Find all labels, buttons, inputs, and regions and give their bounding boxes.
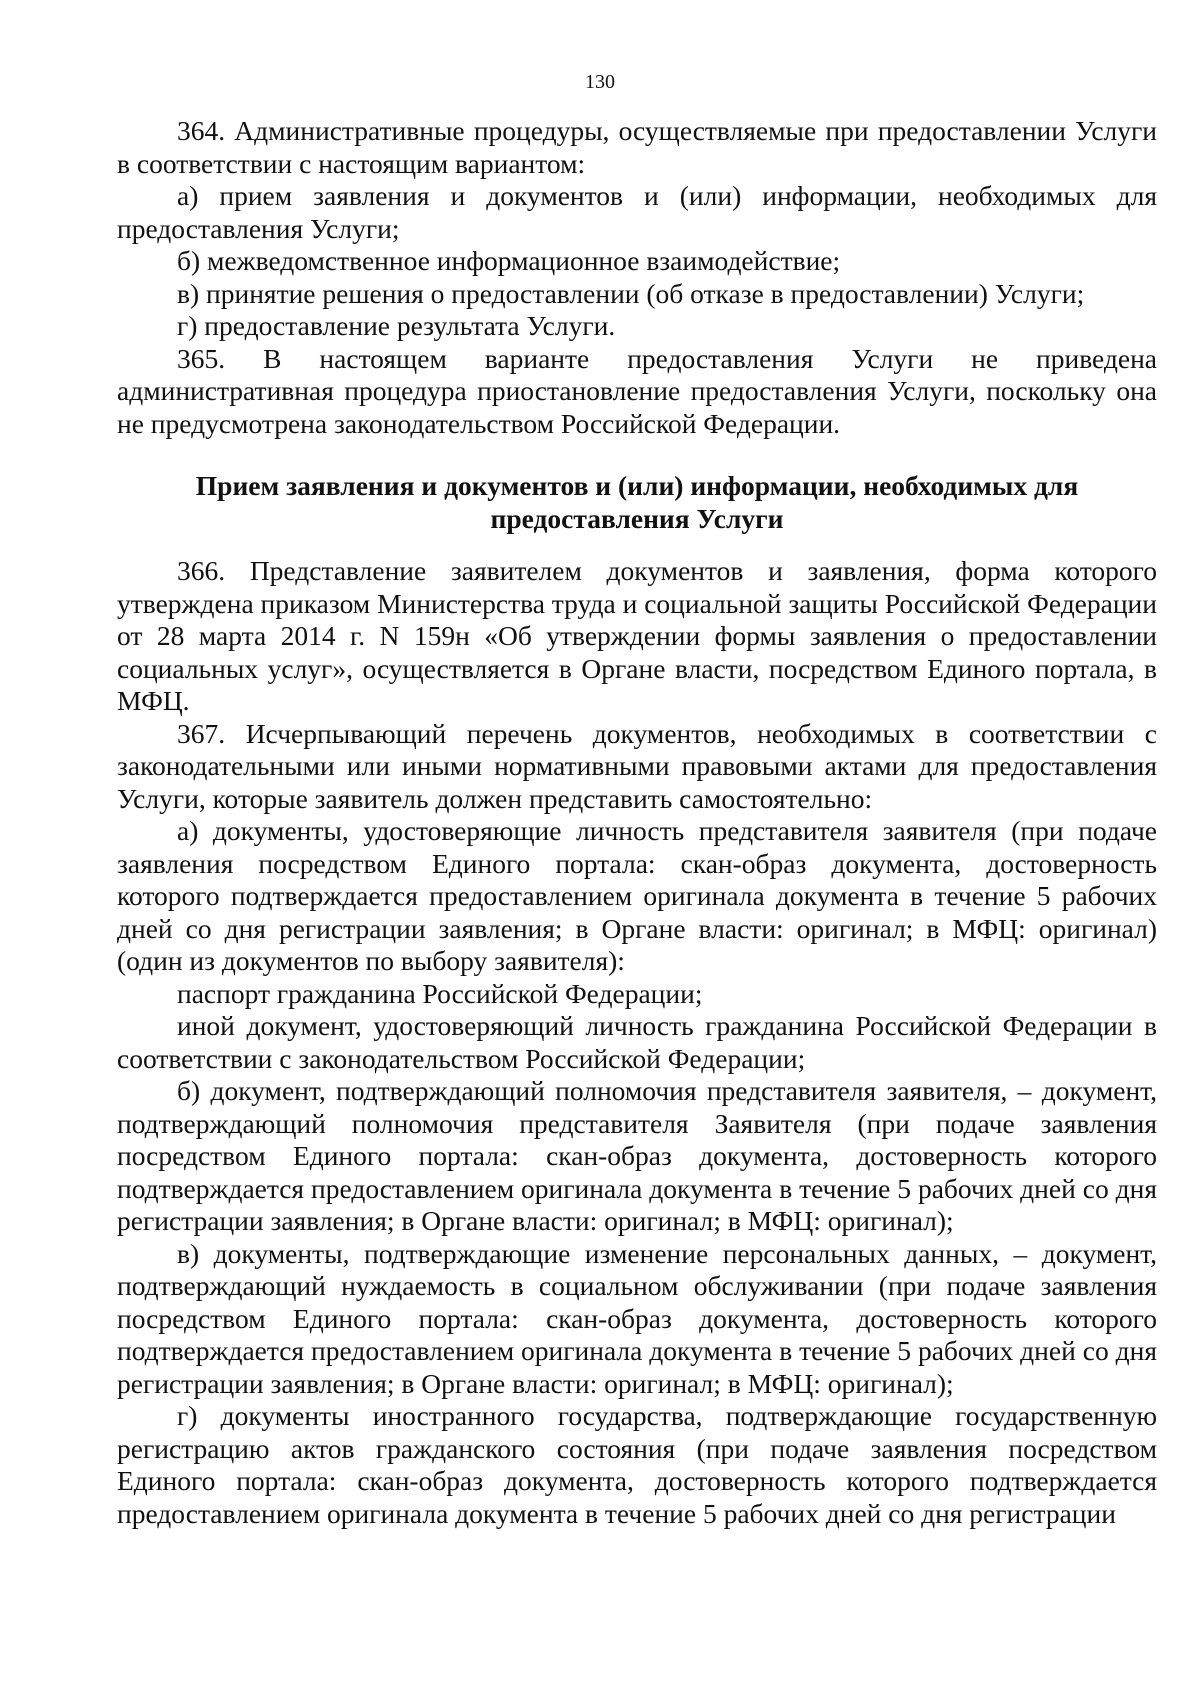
document-body: [117, 115, 1157, 1530]
doc-subitem-passport: паспорт гражданина Российской Федерации;: [177, 977, 703, 1009]
paragraph-366: 366. Представление заявителем документов и заявления, форма которого утверждена приказом Министерства труда и социальной защиты Российской Федерации от 28 марта 2014 г. N 159н «Об утверждении формы заявления о предоставлении социальных услуг», осуществляется в Органе власти, посредством Единого портала, в МФЦ.: [117, 555, 1157, 716]
doc-subitem-other-id: иной документ, удостоверяющий личность гражданина Российской Федерации в соответствии с законодательством Российской Федерации;: [117, 1010, 1157, 1074]
paragraph-367: 367. Исчерпывающий перечень документов, необходимых в соответствии с законодательными или иными нормативными правовыми актами для предоставления Услуги, которые заявитель должен представить самостоятельно:: [117, 717, 1157, 814]
section-heading: Прием заявления и документов и (или) информации, необходимых для предоставления Услуги: [195, 470, 1079, 534]
list-item-a: а) прием заявления и документов и (или) информации, необходимых для предоставления Услуги;: [117, 180, 1157, 244]
doc-item-v: в) документы, подтверждающие изменение персональных данных, – документ, подтверждающий нуждаемость в социальном обслуживании (при подаче заявления посредством Единого портала: скан-образ документа, достоверность которого подтверждается предоставлением оригинала документа в течение 5 рабочих дней со дня регистрации заявления; в Органе власти: оригинал; в МФЦ: оригинал);: [117, 1237, 1157, 1399]
paragraph-364: 364. Административные процедуры, осуществляемые при предоставлении Услуги в соответствии с настоящим вариантом:: [117, 115, 1157, 179]
doc-item-b: б) документ, подтверждающий полномочия представителя заявителя, – документ, подтверждающий полномочия представителя Заявителя (при подаче заявления посредством Единого портала: скан-образ документа, достоверность которого подтверждается предоставлением оригинала документа в течение 5 рабочих дней со дня регистрации заявления; в Органе власти: оригинал; в МФЦ: оригинал);: [117, 1075, 1157, 1236]
list-item-v: в) принятие решения о предоставлении (об отказе в предоставлении) Услуги;: [177, 277, 1085, 309]
paragraph-365: 365. В настоящем варианте предоставления Услуги не приведена административная процедура приостановление предоставления Услуги, поскольку она не предусмотрена законодательством Российской Федерации.: [117, 342, 1157, 439]
doc-item-g: г) документы иностранного государства, подтверждающие государственную регистрацию актов гражданского состояния (при подаче заявления посредством Единого портала: скан-образ документа, достоверность которого подтверждается предоставлением оригинала документа в течение 5 рабочих дней со дня регистрации: [117, 1400, 1157, 1529]
page-number: 130: [585, 71, 615, 93]
doc-item-a: а) документы, удостоверяющие личность представителя заявителя (при подаче заявления посредством Единого портала: скан-образ документа, достоверность которого подтверждается предоставлением оригинала документа в течение 5 рабочих дней со дня регистрации заявления; в Органе власти: оригинал; в МФЦ: оригинал) (один из документов по выбору заявителя):: [117, 815, 1157, 976]
list-item-b: б) межведомственное информационное взаимодействие;: [177, 245, 841, 276]
list-item-g: г) предоставление результата Услуги.: [177, 310, 616, 341]
